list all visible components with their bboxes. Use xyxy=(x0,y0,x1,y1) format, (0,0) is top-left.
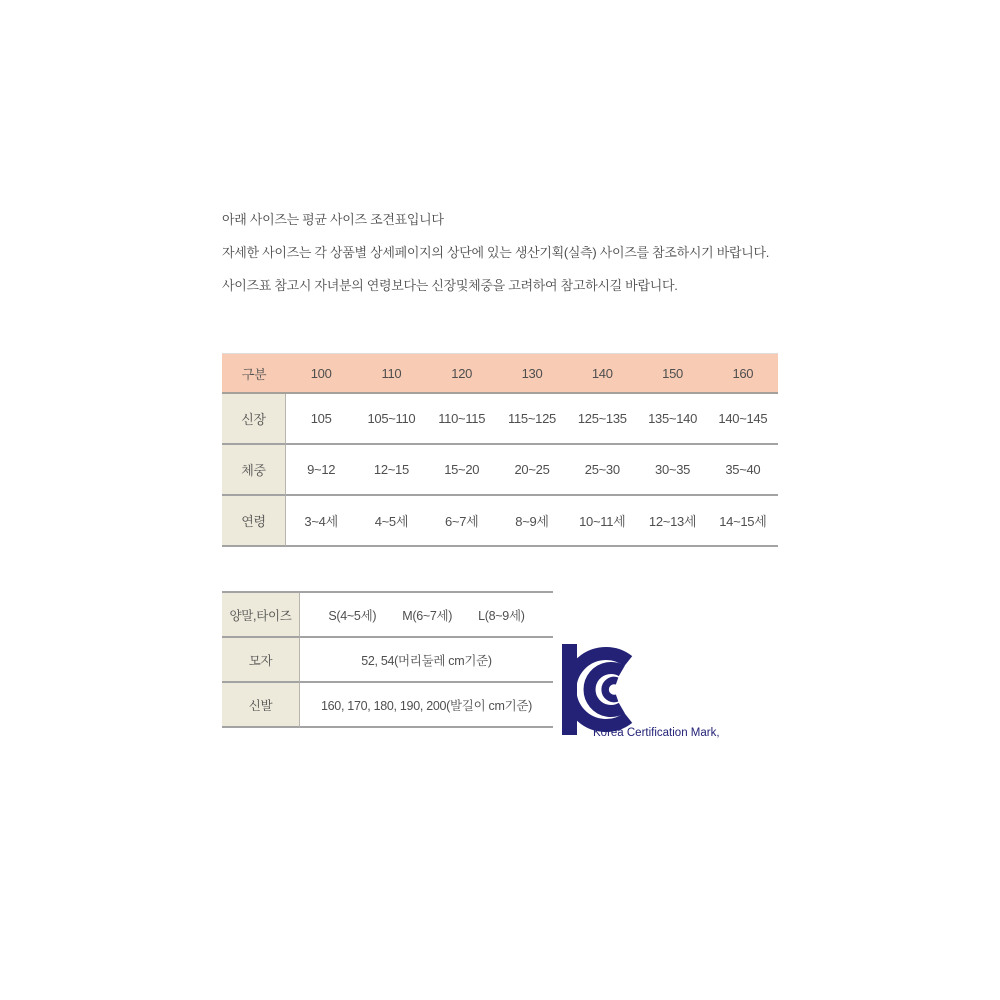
kc-inner-arc xyxy=(605,681,617,699)
height-value: 135~140 xyxy=(637,394,707,445)
size-table-header-140: 140 xyxy=(567,354,637,394)
weight-value: 15~20 xyxy=(427,445,497,496)
size-table-header-150: 150 xyxy=(637,354,707,394)
hat-value: 52, 54(머리둘레 cm기준) xyxy=(300,638,553,683)
socks-size-l: L(8~9세) xyxy=(478,608,525,623)
size-table-header-120: 120 xyxy=(427,354,497,394)
weight-value: 12~15 xyxy=(356,445,426,496)
kc-mark-icon xyxy=(556,637,656,741)
size-table-header-160: 160 xyxy=(708,354,778,394)
weight-value: 20~25 xyxy=(497,445,567,496)
intro-line-2: 자세한 사이즈는 각 상품별 상세페이지의 상단에 있는 생산기획(실측) 사이즈를 참조하시기 바랍니다. xyxy=(222,245,770,260)
weight-value: 35~40 xyxy=(708,445,778,496)
height-value: 110~115 xyxy=(427,394,497,445)
height-value: 115~125 xyxy=(497,394,567,445)
age-value: 4~5세 xyxy=(356,496,426,547)
size-table-header-100: 100 xyxy=(286,354,356,394)
intro-line-1: 아래 사이즈는 평균 사이즈 조견표입니다 xyxy=(222,212,444,227)
row-shoes-label: 신발 xyxy=(222,683,300,728)
height-value: 105~110 xyxy=(356,394,426,445)
shoes-value: 160, 170, 180, 190, 200(발길이 cm기준) xyxy=(300,683,553,728)
age-value: 10~11세 xyxy=(567,496,637,547)
size-table-header-110: 110 xyxy=(356,354,426,394)
weight-value: 25~30 xyxy=(567,445,637,496)
row-socks-label: 양말,타이즈 xyxy=(222,593,300,638)
intro-line-3: 사이즈표 참고시 자녀분의 연령보다는 신장및체중을 고려하여 참고하시길 바랍니다. xyxy=(222,278,678,293)
kc-caption: Korea Certification Mark, xyxy=(593,727,720,739)
intro-text xyxy=(222,211,842,310)
age-value: 14~15세 xyxy=(708,496,778,547)
weight-value: 9~12 xyxy=(286,445,356,496)
row-hat-label: 모자 xyxy=(222,638,300,683)
row-weight-label: 체중 xyxy=(222,445,286,496)
age-value: 6~7세 xyxy=(427,496,497,547)
row-height-label: 신장 xyxy=(222,394,286,445)
socks-size-m: M(6~7세) xyxy=(402,608,453,623)
age-value: 12~13세 xyxy=(637,496,707,547)
height-value: 125~135 xyxy=(567,394,637,445)
socks-values xyxy=(300,593,553,638)
size-table xyxy=(222,353,778,547)
socks-size-s: S(4~5세) xyxy=(328,608,377,623)
age-value: 3~4세 xyxy=(286,496,356,547)
age-value: 8~9세 xyxy=(497,496,567,547)
height-value: 140~145 xyxy=(708,394,778,445)
row-age-label: 연령 xyxy=(222,496,286,547)
size-table-header-130: 130 xyxy=(497,354,567,394)
weight-value: 30~35 xyxy=(637,445,707,496)
kc-certification-logo xyxy=(556,637,720,747)
height-value: 105 xyxy=(286,394,356,445)
size-table-header-label: 구분 xyxy=(222,354,286,394)
extra-size-table xyxy=(222,591,553,728)
